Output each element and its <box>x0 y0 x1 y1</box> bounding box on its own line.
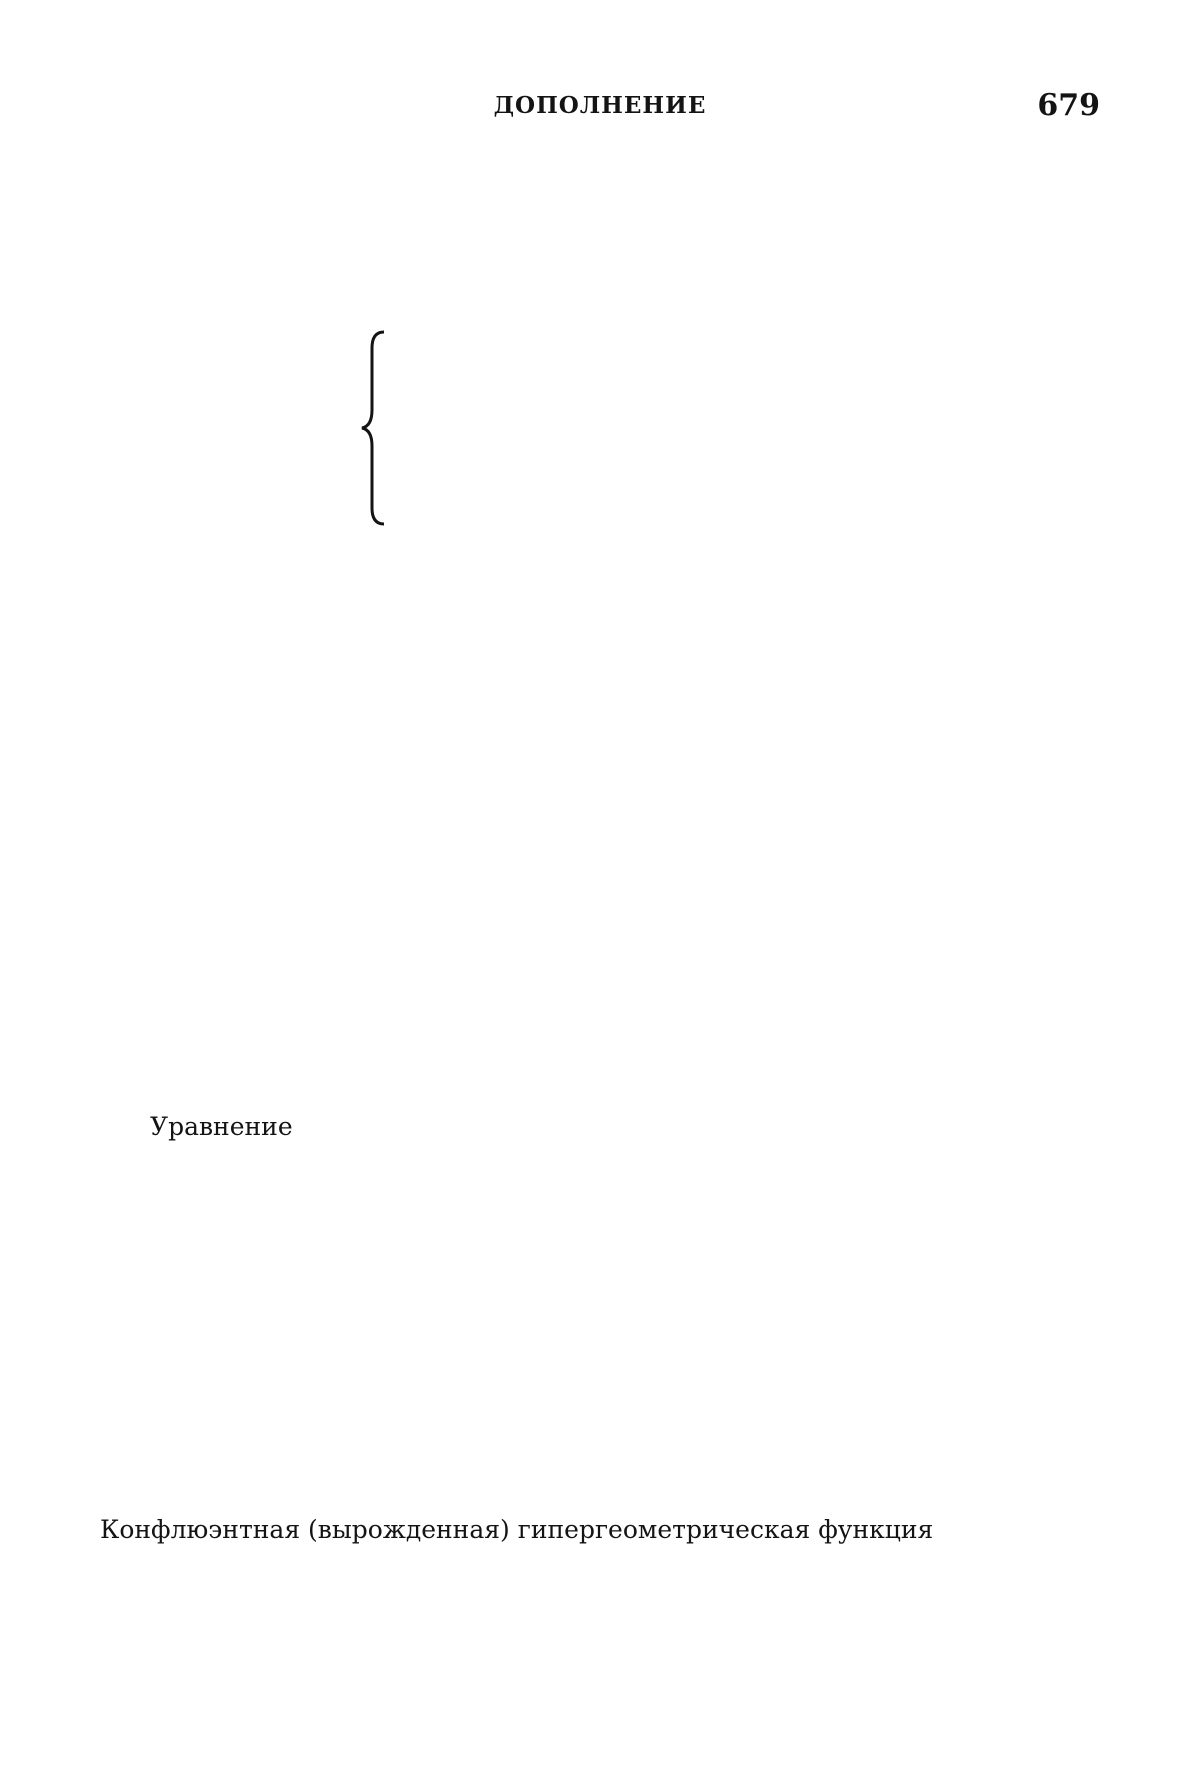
left-brace <box>360 328 390 528</box>
page-number: 679 <box>1037 88 1100 123</box>
page-header-title: ДОПОЛНЕНИЕ <box>493 92 707 119</box>
label-confluent: Конфлюэнтная (вырожденная) гипергеометрическая функция <box>100 1515 934 1544</box>
label-equation: Уравнение <box>150 1112 293 1141</box>
running-header <box>0 88 1200 128</box>
